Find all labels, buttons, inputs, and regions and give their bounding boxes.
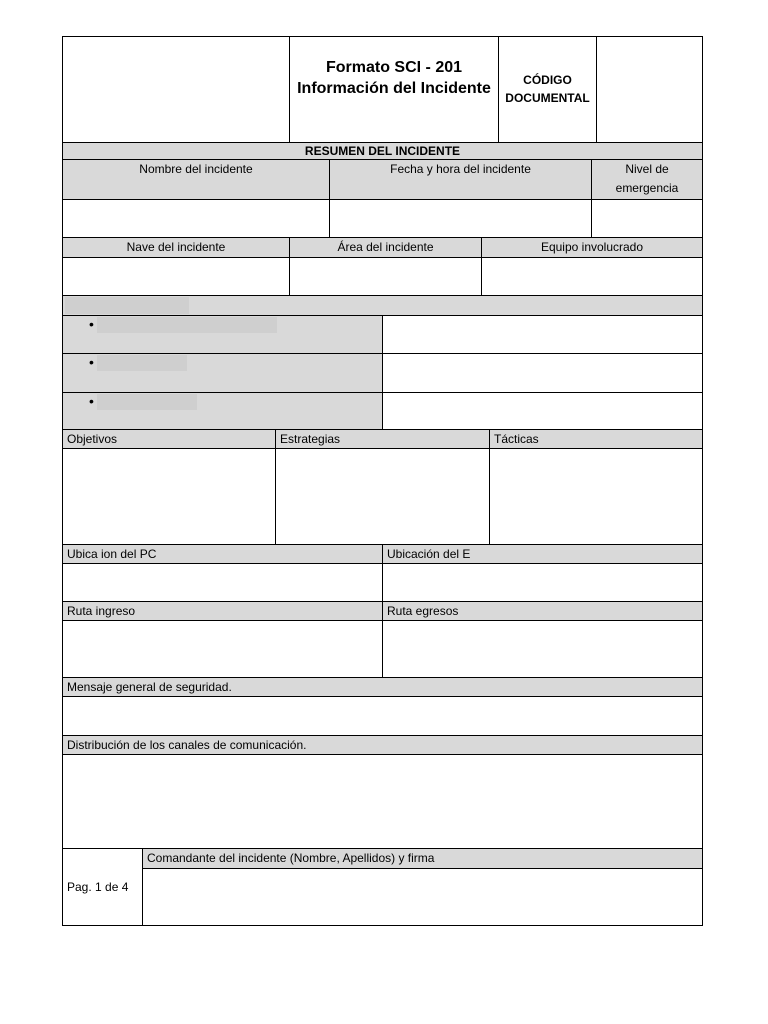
location-labels-row — [63, 238, 702, 258]
ship-field[interactable] — [63, 258, 290, 295]
form-title — [290, 37, 499, 142]
ship-label: Nave del incidente — [63, 238, 290, 257]
bullet-row — [63, 354, 702, 393]
page-number: Pag. 1 de 4 — [63, 849, 143, 925]
post-values-row — [63, 564, 702, 602]
commander-label: Comandante del incidente (Nombre, Apellidos) y firma — [143, 849, 702, 869]
emergency-level-line2: emergencia — [615, 181, 679, 195]
bullet-row — [63, 316, 702, 354]
strategies-field[interactable] — [276, 449, 490, 544]
incident-date-field[interactable] — [330, 200, 592, 237]
emergency-level-line1: Nivel de — [625, 162, 669, 176]
entry-route-field[interactable] — [63, 621, 383, 677]
channels-field[interactable] — [63, 755, 702, 849]
channels-label-row — [63, 736, 702, 755]
area-label: Área del incidente — [290, 238, 482, 257]
safety-message-field[interactable] — [63, 697, 702, 736]
document-code-label — [499, 37, 597, 142]
bullet-marker: • — [89, 393, 94, 409]
incident-date-label: Fecha y hora del incidente — [330, 160, 592, 199]
objectives-label: Objetivos — [63, 430, 276, 448]
equipment-field[interactable] — [482, 258, 702, 295]
exit-route-label: Ruta egresos — [387, 604, 459, 618]
code-label-line1: CÓDIGO — [523, 73, 572, 87]
location-values-row — [63, 258, 702, 296]
bullet-label-cell — [63, 354, 383, 392]
bullet-marker: • — [89, 316, 94, 332]
logo-area — [63, 37, 290, 142]
bullet-value-field[interactable] — [383, 354, 702, 392]
incident-form — [62, 36, 703, 926]
exit-route-field[interactable] — [383, 621, 702, 677]
channels-label: Distribución de los canales de comunicación. — [67, 738, 307, 752]
route-labels-row — [63, 602, 702, 621]
incident-name-field[interactable] — [63, 200, 330, 237]
emergency-level-field[interactable] — [592, 200, 702, 237]
pc-location-field[interactable] — [63, 564, 383, 601]
strategies-label: Estrategias — [276, 430, 490, 448]
form-title-line1: Formato SCI - 201 — [325, 59, 463, 76]
summary-heading: RESUMEN DEL INCIDENTE — [304, 144, 461, 158]
tactics-label: Tácticas — [494, 432, 539, 446]
form-header — [63, 37, 702, 143]
document-code-field[interactable] — [597, 37, 702, 142]
safety-message-label: Mensaje general de seguridad. — [67, 680, 232, 694]
redacted-block — [97, 355, 187, 371]
e-location-label: Ubicación del E — [387, 547, 471, 561]
bullet-label-cell — [63, 393, 383, 429]
post-labels-row — [63, 545, 702, 564]
tactics-field[interactable] — [490, 449, 702, 544]
commander-field[interactable] — [143, 869, 702, 925]
bullet-value-field[interactable] — [383, 316, 702, 353]
form-title-line2: Información del Incidente — [297, 80, 491, 97]
bullet-value-field[interactable] — [383, 393, 702, 429]
entry-route-label: Ruta ingreso — [63, 602, 383, 620]
emergency-level-label — [592, 160, 702, 199]
incident-name-label: Nombre del incidente — [63, 160, 330, 199]
code-label-line2: DOCUMENTAL — [505, 91, 590, 105]
objectives-field[interactable] — [63, 449, 276, 544]
form-footer — [63, 849, 702, 925]
redacted-block — [65, 297, 189, 314]
bullet-marker: • — [89, 354, 94, 370]
area-field[interactable] — [290, 258, 482, 295]
safety-message-label-row — [63, 678, 702, 697]
redacted-section-header — [63, 296, 702, 316]
summary-heading-row — [63, 143, 702, 160]
plan-values-row — [63, 449, 702, 545]
redacted-block — [97, 317, 277, 333]
e-location-field[interactable] — [383, 564, 702, 601]
plan-labels-row — [63, 430, 702, 449]
route-values-row — [63, 621, 702, 678]
bullet-label-cell — [63, 316, 383, 353]
equipment-label: Equipo involucrado — [540, 240, 644, 254]
pc-location-label: Ubica ion del PC — [63, 545, 383, 563]
bullet-row — [63, 393, 702, 430]
summary-labels-row — [63, 160, 702, 200]
redacted-block — [97, 394, 197, 410]
summary-values-row — [63, 200, 702, 238]
